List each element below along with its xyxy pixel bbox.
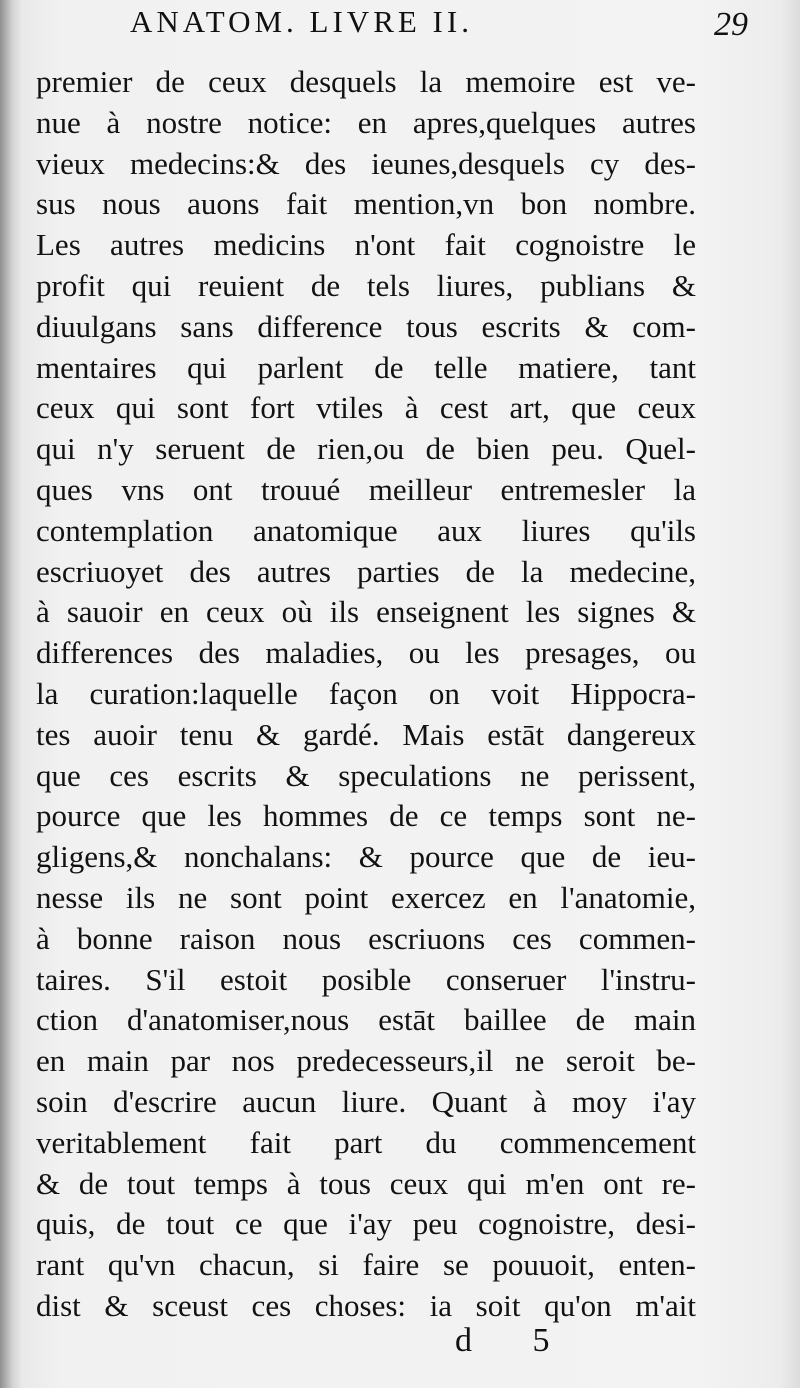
text-line: & de tout temps à tous ceux qui m'en ont re- [36, 1165, 696, 1201]
text-line: gligens,& nonchalans: & pource que de ieu- [36, 839, 696, 875]
text-line: profit qui reuient de tels liures, publians & [36, 267, 696, 303]
text-line: soin d'escrire aucun liure. Quant à moy i'ay [36, 1083, 696, 1119]
body-text [36, 62, 696, 1327]
text-line: ques vns ont trouué meilleur entremesler la [36, 471, 696, 507]
text-line: diuulgans sans difference tous escrits & com- [36, 308, 696, 344]
text-line: quis, de tout ce que i'ay peu cognoistre, desi- [36, 1206, 696, 1242]
text-line: la curation:laquelle façon on voit Hippocra- [36, 675, 696, 711]
text-line: ceux qui sont fort vtiles à cest art, que ceux [36, 390, 696, 426]
text-line: tes auoir tenu & gardé. Mais estāt dangereux [36, 716, 696, 752]
page-number: 29 [714, 6, 748, 43]
text-line: vieux medecins:& des ieunes,desquels cy des- [36, 145, 696, 181]
text-line: taires. S'il estoit posible conseruer l'instru- [36, 961, 696, 997]
running-head [130, 4, 790, 48]
text-line: escriuoyet des autres parties de la medecine, [36, 553, 696, 589]
text-line: que ces escrits & speculations ne perissent, [36, 757, 696, 793]
text-line: differences des maladies, ou les presages, ou [36, 635, 696, 671]
signature-mark: d 5 [455, 1322, 576, 1359]
text-line: nesse ils ne sont point exercez en l'anatomie, [36, 879, 696, 915]
text-line: à sauoir en ceux où ils enseignent les signes & [36, 594, 696, 630]
text-line: pource que les hommes de ce temps sont ne- [36, 798, 696, 834]
text-line: dist & sceust ces choses: ia soit qu'on m'ait [36, 1287, 696, 1323]
running-title: ANATOM. LIVRE II. [130, 4, 473, 39]
text-line: mentaires qui parlent de telle matiere, tant [36, 349, 696, 385]
text-line: veritablement fait part du commencement [36, 1124, 696, 1160]
text-line: contemplation anatomique aux liures qu'ils [36, 512, 696, 548]
text-line: en main par nos predecesseurs,il ne seroit be- [36, 1043, 696, 1079]
text-line: rant qu'vn chacun, si faire se pouuoit, enten- [36, 1247, 696, 1283]
text-line: nue à nostre notice: en apres,quelques autres [36, 104, 696, 140]
text-line: Les autres medicins n'ont fait cognoistre le [36, 227, 696, 263]
text-line: ction d'anatomiser,nous estāt baillee de main [36, 1002, 696, 1038]
text-line: sus nous auons fait mention,vn bon nombre. [36, 186, 696, 222]
text-line: premier de ceux desquels la memoire est ve- [36, 64, 696, 99]
text-line: à bonne raison nous escriuons ces commen- [36, 920, 696, 956]
gutter-shadow [0, 0, 22, 1388]
text-line: qui n'y seruent de rien,ou de bien peu. Quel- [36, 431, 696, 467]
